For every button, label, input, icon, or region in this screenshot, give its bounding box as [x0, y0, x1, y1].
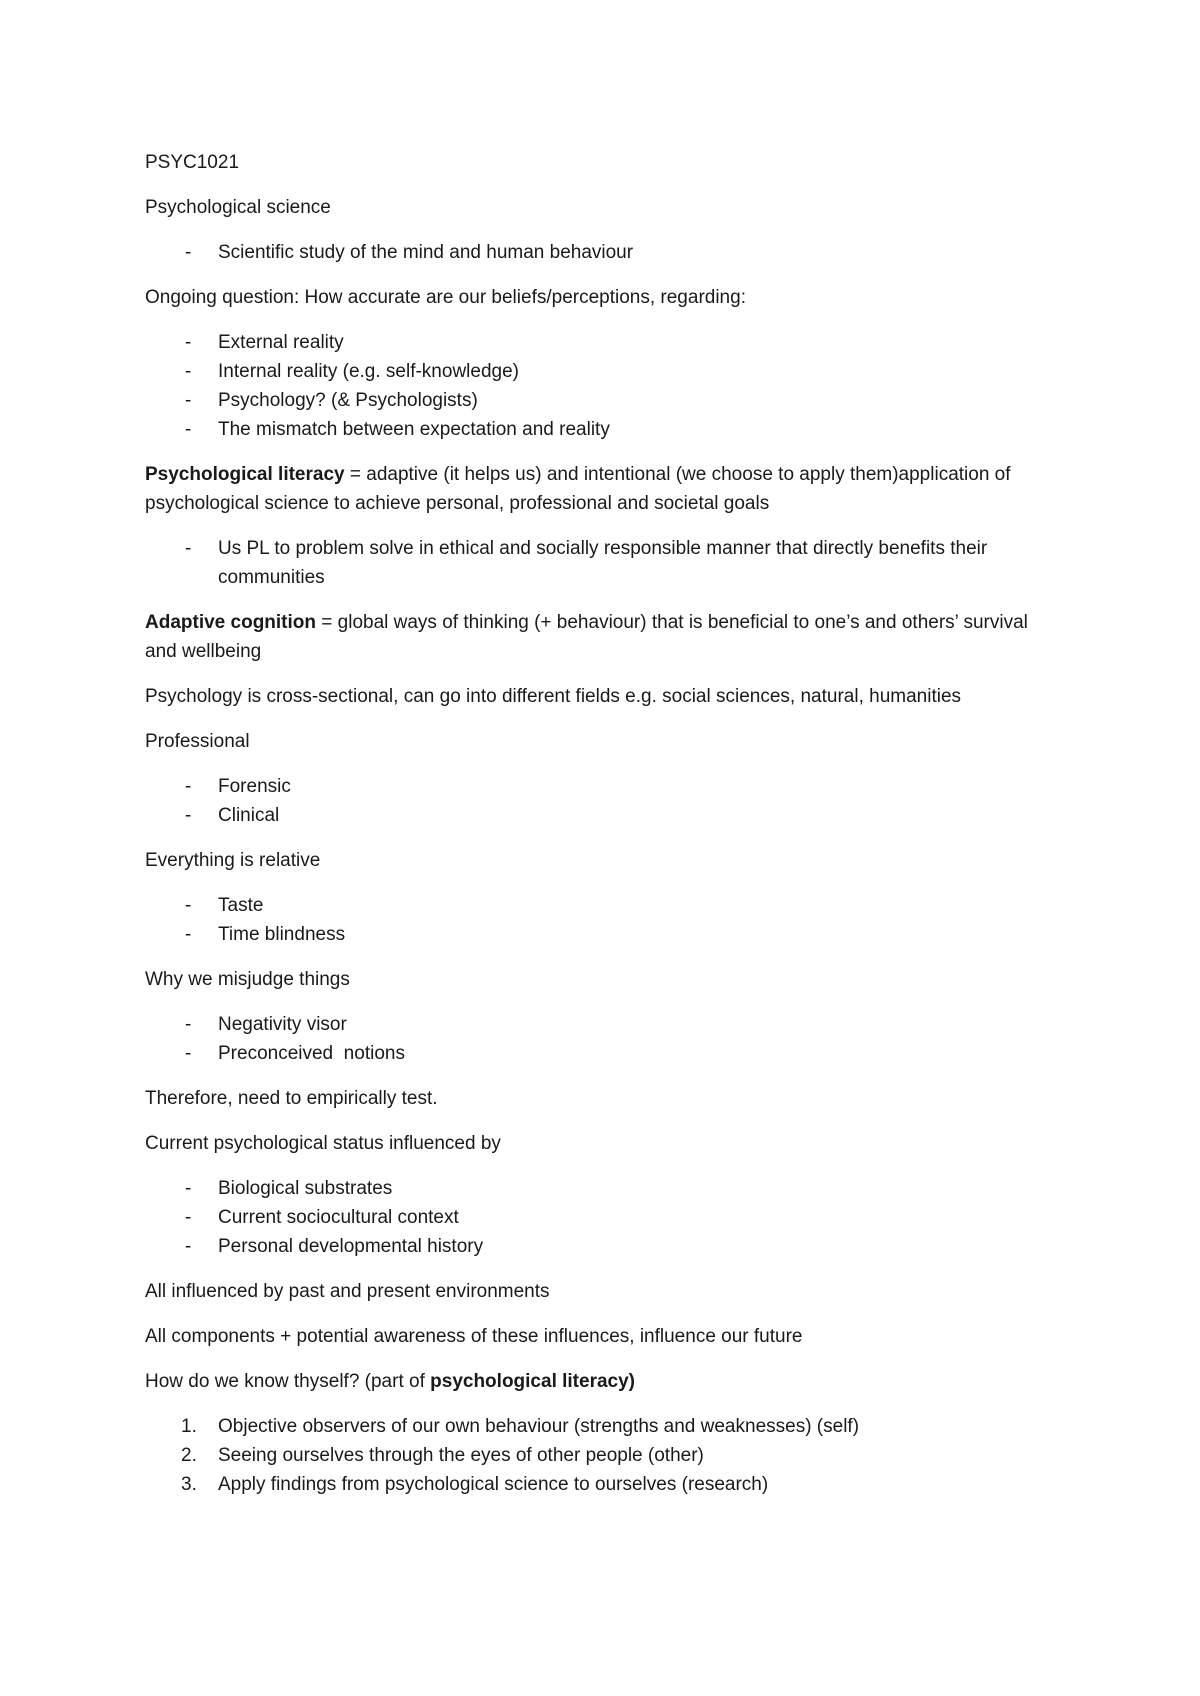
bullet-marker: - [185, 538, 192, 559]
heading-everything-relative: Everything is relative [145, 850, 321, 871]
list-item: - Internal reality (e.g. self-knowledge) [145, 357, 1055, 386]
list-item: - Current sociocultural context [145, 1203, 1055, 1232]
bullet-marker: - [185, 361, 192, 382]
list-item: - Psychology? (& Psychologists) [145, 386, 1055, 415]
bullet-list [145, 891, 1055, 949]
bullet-marker: - [185, 776, 192, 797]
bullet-marker: - [185, 805, 192, 826]
term-adaptive-cognition: Adaptive cognition [145, 612, 316, 633]
list-item: - The mismatch between expectation and reality [145, 415, 1055, 444]
course-code: PSYC1021 [145, 152, 240, 173]
bullet-marker: - [185, 242, 192, 263]
heading-psychological-science: Psychological science [145, 197, 331, 218]
bullet-marker: - [185, 332, 192, 353]
bullet-marker: - [185, 1236, 192, 1257]
list-item: 1. Objective observers of our own behaviour (strengths and weaknesses) (self) [145, 1412, 1055, 1441]
number-marker: 2. [181, 1445, 197, 1466]
psychological-literacy-definition: Psychological literacy = adaptive (it helps us) and intentional (we choose to apply them)application of psychological science to achieve personal, professional and societal goals [145, 464, 1011, 514]
list-item: - Personal developmental history [145, 1232, 1055, 1261]
list-item: - Time blindness [145, 920, 1055, 949]
numbered-list [145, 1412, 1055, 1499]
list-item: - Scientific study of the mind and human behaviour [145, 238, 1055, 267]
therefore-note: Therefore, need to empirically test. [145, 1088, 438, 1109]
list-item: - Clinical [145, 801, 1055, 830]
number-marker: 3. [181, 1474, 197, 1495]
list-item: - External reality [145, 328, 1055, 357]
all-influenced-note: All influenced by past and present environments [145, 1281, 550, 1302]
adaptive-cognition-definition: Adaptive cognition = global ways of thinking (+ behaviour) that is beneficial to one’s and others’ survival and wellbeing [145, 612, 1028, 662]
list-item: 2. Seeing ourselves through the eyes of other people (other) [145, 1441, 1055, 1470]
bullet-list [145, 328, 1055, 444]
bullet-list [145, 238, 1055, 267]
bullet-marker: - [185, 895, 192, 916]
heading-ongoing-question: Ongoing question: How accurate are our beliefs/perceptions, regarding: [145, 287, 746, 308]
bullet-marker: - [185, 1178, 192, 1199]
bullet-list [145, 1174, 1055, 1261]
know-thyself-heading: How do we know thyself? (part of psychological literacy) [145, 1371, 635, 1392]
list-item: - Biological substrates [145, 1174, 1055, 1203]
list-item: - Negativity visor [145, 1010, 1055, 1039]
list-item: - Forensic [145, 772, 1055, 801]
list-item: - Us PL to problem solve in ethical and socially responsible manner that directly benefits their communities [145, 534, 1055, 592]
bullet-marker: - [185, 1207, 192, 1228]
term-psychological-literacy: Psychological literacy [145, 464, 345, 485]
heading-misjudge: Why we misjudge things [145, 969, 350, 990]
term-psychological-literacy-inline: psychological literacy) [430, 1371, 635, 1392]
document-body [145, 148, 1055, 1515]
all-components-note: All components + potential awareness of these influences, influence our future [145, 1326, 803, 1347]
bullet-marker: - [185, 1014, 192, 1035]
list-item: - Taste [145, 891, 1055, 920]
bullet-list [145, 772, 1055, 830]
number-marker: 1. [181, 1416, 197, 1437]
bullet-list [145, 1010, 1055, 1068]
bullet-marker: - [185, 924, 192, 945]
list-item: - Preconceived notions [145, 1039, 1055, 1068]
bullet-marker: - [185, 1043, 192, 1064]
heading-professional: Professional [145, 731, 250, 752]
bullet-list [145, 534, 1055, 592]
list-item: 3. Apply findings from psychological science to ourselves (research) [145, 1470, 1055, 1499]
bullet-marker: - [185, 419, 192, 440]
heading-current-status: Current psychological status influenced by [145, 1133, 501, 1154]
bullet-marker: - [185, 390, 192, 411]
cross-sectional-note: Psychology is cross-sectional, can go into different fields e.g. social sciences, natural, humanities [145, 686, 962, 707]
